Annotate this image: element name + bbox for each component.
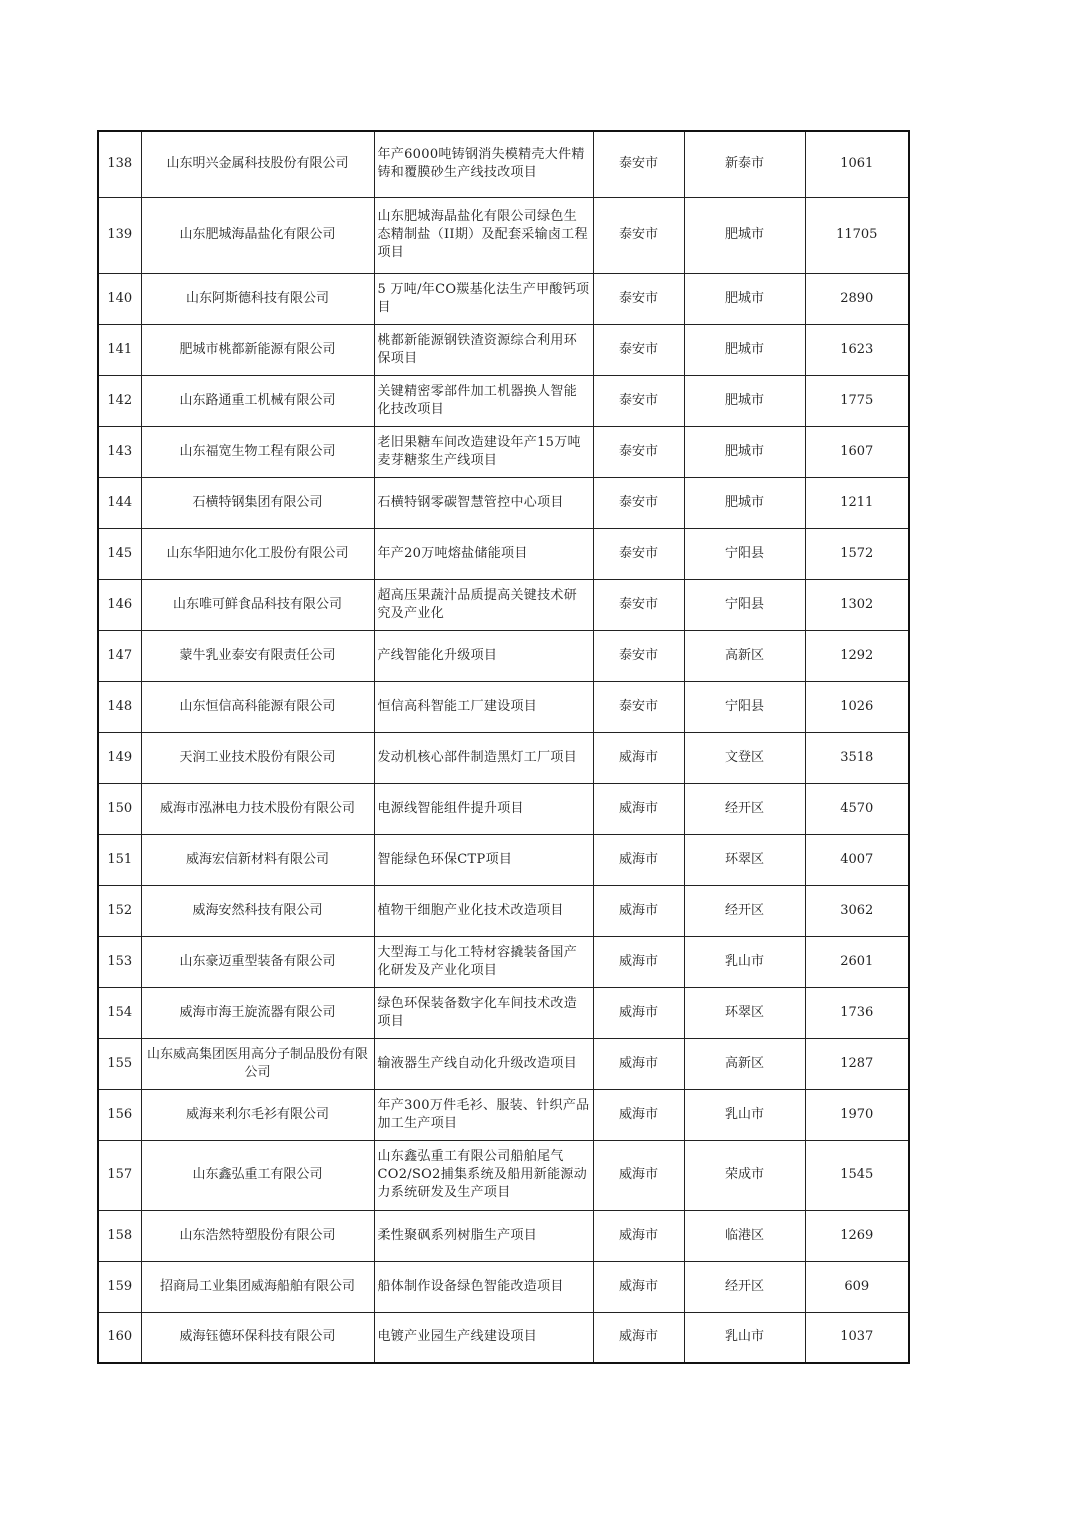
county-cell: 乳山市	[684, 936, 805, 987]
table-row	[98, 528, 909, 579]
amount-cell: 1287	[805, 1038, 909, 1089]
amount-cell: 1623	[805, 324, 909, 375]
amount-cell: 2601	[805, 936, 909, 987]
county-cell: 肥城市	[684, 273, 805, 324]
city-cell: 威海市	[593, 1210, 684, 1261]
county-cell: 肥城市	[684, 197, 805, 273]
table-row	[98, 783, 909, 834]
row-number-cell: 154	[98, 987, 141, 1038]
company-name-cell: 威海市海王旋流器有限公司	[141, 987, 374, 1038]
row-number-cell: 147	[98, 630, 141, 681]
table-row	[98, 324, 909, 375]
city-cell: 泰安市	[593, 477, 684, 528]
amount-cell: 1061	[805, 131, 909, 197]
city-cell: 泰安市	[593, 528, 684, 579]
company-name-cell: 威海来利尔毛衫有限公司	[141, 1089, 374, 1140]
table-row	[98, 1210, 909, 1261]
county-cell: 环翠区	[684, 987, 805, 1038]
county-cell: 经开区	[684, 885, 805, 936]
table-row	[98, 273, 909, 324]
amount-cell: 1736	[805, 987, 909, 1038]
project-name-cell: 年产300万件毛衫、服装、针织产品加工生产项目	[374, 1089, 593, 1140]
amount-cell: 4007	[805, 834, 909, 885]
city-cell: 泰安市	[593, 324, 684, 375]
county-cell: 宁阳县	[684, 681, 805, 732]
project-name-cell: 智能绿色环保CTP项目	[374, 834, 593, 885]
row-number-cell: 140	[98, 273, 141, 324]
company-name-cell: 威海市泓淋电力技术股份有限公司	[141, 783, 374, 834]
county-cell: 肥城市	[684, 324, 805, 375]
amount-cell: 1269	[805, 1210, 909, 1261]
city-cell: 威海市	[593, 732, 684, 783]
project-name-cell: 关键精密零部件加工机器换人智能化技改项目	[374, 375, 593, 426]
table-row	[98, 375, 909, 426]
amount-cell: 1970	[805, 1089, 909, 1140]
project-name-cell: 电源线智能组件提升项目	[374, 783, 593, 834]
project-name-cell: 5 万吨/年CO羰基化法生产甲酸钙项目	[374, 273, 593, 324]
amount-cell: 1302	[805, 579, 909, 630]
county-cell: 经开区	[684, 1261, 805, 1312]
county-cell: 高新区	[684, 630, 805, 681]
county-cell: 肥城市	[684, 375, 805, 426]
amount-cell: 1292	[805, 630, 909, 681]
city-cell: 威海市	[593, 936, 684, 987]
amount-cell: 4570	[805, 783, 909, 834]
city-cell: 威海市	[593, 1038, 684, 1089]
amount-cell: 11705	[805, 197, 909, 273]
company-name-cell: 山东肥城海晶盐化有限公司	[141, 197, 374, 273]
county-cell: 新泰市	[684, 131, 805, 197]
county-cell: 环翠区	[684, 834, 805, 885]
city-cell: 泰安市	[593, 197, 684, 273]
company-name-cell: 肥城市桃都新能源有限公司	[141, 324, 374, 375]
project-name-cell: 柔性聚砜系列树脂生产项目	[374, 1210, 593, 1261]
county-cell: 乳山市	[684, 1312, 805, 1363]
city-cell: 威海市	[593, 1312, 684, 1363]
project-table-body	[98, 131, 909, 1363]
city-cell: 泰安市	[593, 273, 684, 324]
project-name-cell: 输液器生产线自动化升级改造项目	[374, 1038, 593, 1089]
project-name-cell: 年产6000吨铸钢消失模精壳大件精铸和覆膜砂生产线技改项目	[374, 131, 593, 197]
table-row	[98, 131, 909, 197]
row-number-cell: 145	[98, 528, 141, 579]
amount-cell: 609	[805, 1261, 909, 1312]
company-name-cell: 山东浩然特塑股份有限公司	[141, 1210, 374, 1261]
amount-cell: 1572	[805, 528, 909, 579]
row-number-cell: 138	[98, 131, 141, 197]
row-number-cell: 160	[98, 1312, 141, 1363]
county-cell: 肥城市	[684, 426, 805, 477]
row-number-cell: 156	[98, 1089, 141, 1140]
project-name-cell: 山东肥城海晶盐化有限公司绿色生态精制盐（II期）及配套采输卤工程项目	[374, 197, 593, 273]
row-number-cell: 149	[98, 732, 141, 783]
company-name-cell: 山东福宽生物工程有限公司	[141, 426, 374, 477]
company-name-cell: 山东威高集团医用高分子制品股份有限公司	[141, 1038, 374, 1089]
row-number-cell: 144	[98, 477, 141, 528]
row-number-cell: 157	[98, 1140, 141, 1210]
row-number-cell: 139	[98, 197, 141, 273]
table-row	[98, 834, 909, 885]
county-cell: 宁阳县	[684, 528, 805, 579]
table-row	[98, 1089, 909, 1140]
row-number-cell: 143	[98, 426, 141, 477]
company-name-cell: 山东明兴金属科技股份有限公司	[141, 131, 374, 197]
row-number-cell: 159	[98, 1261, 141, 1312]
city-cell: 泰安市	[593, 681, 684, 732]
amount-cell: 1026	[805, 681, 909, 732]
company-name-cell: 威海钰德环保科技有限公司	[141, 1312, 374, 1363]
city-cell: 威海市	[593, 885, 684, 936]
project-name-cell: 山东鑫弘重工有限公司船舶尾气CO2/SO2捕集系统及船用新能源动力系统研发及生产项目	[374, 1140, 593, 1210]
table-row	[98, 630, 909, 681]
project-name-cell: 绿色环保装备数字化车间技术改造项目	[374, 987, 593, 1038]
row-number-cell: 153	[98, 936, 141, 987]
city-cell: 泰安市	[593, 131, 684, 197]
row-number-cell: 141	[98, 324, 141, 375]
amount-cell: 1545	[805, 1140, 909, 1210]
project-name-cell: 船体制作设备绿色智能改造项目	[374, 1261, 593, 1312]
company-name-cell: 威海安然科技有限公司	[141, 885, 374, 936]
row-number-cell: 150	[98, 783, 141, 834]
amount-cell: 1775	[805, 375, 909, 426]
city-cell: 泰安市	[593, 630, 684, 681]
table-row	[98, 732, 909, 783]
table-row	[98, 681, 909, 732]
company-name-cell: 招商局工业集团威海船舶有限公司	[141, 1261, 374, 1312]
company-name-cell: 山东唯可鲜食品科技有限公司	[141, 579, 374, 630]
city-cell: 威海市	[593, 1140, 684, 1210]
amount-cell: 3518	[805, 732, 909, 783]
company-name-cell: 威海宏信新材料有限公司	[141, 834, 374, 885]
amount-cell: 2890	[805, 273, 909, 324]
amount-cell: 1037	[805, 1312, 909, 1363]
row-number-cell: 155	[98, 1038, 141, 1089]
company-name-cell: 山东豪迈重型装备有限公司	[141, 936, 374, 987]
table-row	[98, 426, 909, 477]
county-cell: 临港区	[684, 1210, 805, 1261]
city-cell: 威海市	[593, 1261, 684, 1312]
county-cell: 荣成市	[684, 1140, 805, 1210]
project-name-cell: 植物干细胞产业化技术改造项目	[374, 885, 593, 936]
table-row	[98, 477, 909, 528]
city-cell: 威海市	[593, 1089, 684, 1140]
city-cell: 泰安市	[593, 426, 684, 477]
city-cell: 泰安市	[593, 375, 684, 426]
project-name-cell: 老旧果糖车间改造建设年产15万吨麦芽糖浆生产线项目	[374, 426, 593, 477]
table-row	[98, 1312, 909, 1363]
company-name-cell: 山东恒信高科能源有限公司	[141, 681, 374, 732]
city-cell: 威海市	[593, 783, 684, 834]
county-cell: 高新区	[684, 1038, 805, 1089]
county-cell: 文登区	[684, 732, 805, 783]
company-name-cell: 山东华阳迪尔化工股份有限公司	[141, 528, 374, 579]
row-number-cell: 142	[98, 375, 141, 426]
table-row	[98, 987, 909, 1038]
table-row	[98, 1261, 909, 1312]
project-table	[97, 130, 910, 1364]
table-row	[98, 1038, 909, 1089]
table-row	[98, 1140, 909, 1210]
project-name-cell: 恒信高科智能工厂建设项目	[374, 681, 593, 732]
project-name-cell: 产线智能化升级项目	[374, 630, 593, 681]
county-cell: 肥城市	[684, 477, 805, 528]
row-number-cell: 146	[98, 579, 141, 630]
county-cell: 乳山市	[684, 1089, 805, 1140]
project-name-cell: 石横特钢零碳智慧管控中心项目	[374, 477, 593, 528]
city-cell: 泰安市	[593, 579, 684, 630]
amount-cell: 3062	[805, 885, 909, 936]
row-number-cell: 152	[98, 885, 141, 936]
row-number-cell: 158	[98, 1210, 141, 1261]
city-cell: 威海市	[593, 987, 684, 1038]
table-row	[98, 197, 909, 273]
table-row	[98, 579, 909, 630]
company-name-cell: 山东鑫弘重工有限公司	[141, 1140, 374, 1210]
project-name-cell: 电镀产业园生产线建设项目	[374, 1312, 593, 1363]
project-name-cell: 发动机核心部件制造黑灯工厂项目	[374, 732, 593, 783]
city-cell: 威海市	[593, 834, 684, 885]
company-name-cell: 山东阿斯德科技有限公司	[141, 273, 374, 324]
project-list-page	[97, 130, 908, 1364]
row-number-cell: 151	[98, 834, 141, 885]
project-name-cell: 超高压果蔬汁品质提高关键技术研究及产业化	[374, 579, 593, 630]
project-name-cell: 桃都新能源钢铁渣资源综合利用环保项目	[374, 324, 593, 375]
table-row	[98, 936, 909, 987]
company-name-cell: 蒙牛乳业泰安有限责任公司	[141, 630, 374, 681]
row-number-cell: 148	[98, 681, 141, 732]
table-row	[98, 885, 909, 936]
amount-cell: 1607	[805, 426, 909, 477]
company-name-cell: 天润工业技术股份有限公司	[141, 732, 374, 783]
county-cell: 经开区	[684, 783, 805, 834]
company-name-cell: 山东路通重工机械有限公司	[141, 375, 374, 426]
county-cell: 宁阳县	[684, 579, 805, 630]
company-name-cell: 石横特钢集团有限公司	[141, 477, 374, 528]
project-name-cell: 大型海工与化工特材容撬装备国产化研发及产业化项目	[374, 936, 593, 987]
project-name-cell: 年产20万吨熔盐储能项目	[374, 528, 593, 579]
amount-cell: 1211	[805, 477, 909, 528]
